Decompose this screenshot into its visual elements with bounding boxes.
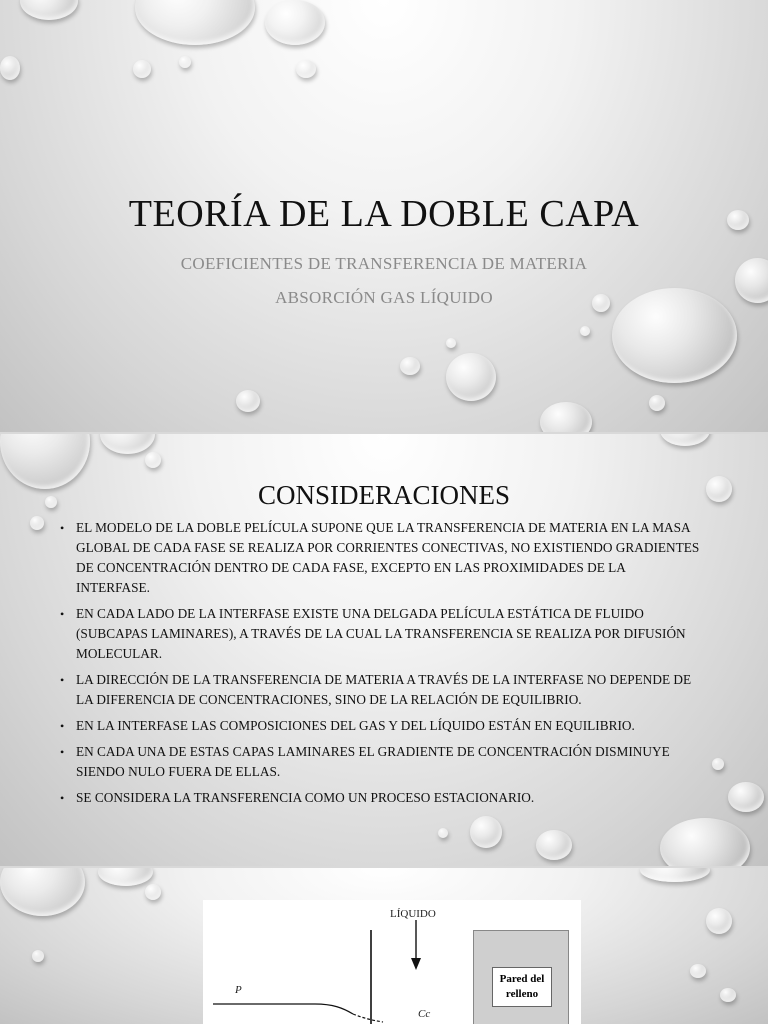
water-drop [728, 782, 764, 812]
water-drop [32, 950, 44, 962]
water-drop [296, 60, 316, 78]
water-drop [30, 516, 44, 530]
water-drop [0, 56, 20, 80]
water-drop [536, 830, 572, 860]
water-drop [580, 326, 590, 336]
water-drop [720, 988, 736, 1002]
interface-profile-dashed [353, 1014, 383, 1022]
water-drop [470, 816, 502, 848]
list-item: • EN LA INTERFASE LAS COMPOSICIONES DEL GAS Y DEL LÍQUIDO ESTÁN EN EQUILIBRIO. [60, 716, 700, 736]
list-item: • EL MODELO DE LA DOBLE PELÍCULA SUPONE QUE LA TRANSFERENCIA DE MATERIA EN LA MASA GLOBAL DE CADA FASE SE REALIZA POR CORRIENTES CONECTIVAS, NO EXISTIENDO GRADIENTES DE CONCENTRACIÓN DENTRO DE CADA FASE, EXCEPTO EN LAS PROXIMIDADES DE LA INTERFASE. [60, 518, 700, 598]
slide-subtitle-secondary: ABSORCIÓN GAS LÍQUIDO [275, 288, 493, 307]
water-drop [649, 395, 665, 411]
diagram-slide [0, 868, 768, 1024]
water-drop [236, 390, 260, 412]
considerations-list [60, 518, 700, 814]
water-drop [446, 338, 456, 348]
water-drop [265, 0, 325, 45]
packing-wall-label: Pared del relleno [492, 967, 552, 1007]
list-item: • LA DIRECCIÓN DE LA TRANSFERENCIA DE MATERIA A TRAVÉS DE LA INTERFASE NO DEPENDE DE LA DIFERENCIA DE CONCENTRACIONES, SINO DE LA RELACIÓN DE EQUILIBRIO. [60, 670, 700, 710]
considerations-slide [0, 434, 768, 866]
water-drop [438, 828, 448, 838]
water-drop [400, 357, 420, 375]
water-drop [706, 908, 732, 934]
water-drop [145, 452, 161, 468]
slide-title: TEORÍA DE LA DOBLE CAPA [128, 193, 640, 235]
water-drop [145, 884, 161, 900]
title-slide [0, 0, 768, 432]
list-item: • EN CADA LADO DE LA INTERFASE EXISTE UNA DELGADA PELÍCULA ESTÁTICA DE FLUIDO (SUBCAPAS LAMINARES), A TRAVÉS DE LA CUAL LA TRANSFERENCIA SE REALIZA POR DIFUSIÓN MOLECULAR. [60, 604, 700, 664]
slide-title: CONSIDERACIONES [257, 480, 511, 510]
slide-subtitle: COEFICIENTES DE TRANSFERENCIA DE MATERIA [180, 254, 588, 273]
water-drop [690, 964, 706, 978]
list-item: • SE CONSIDERA LA TRANSFERENCIA COMO UN PROCESO ESTACIONARIO. [60, 788, 700, 808]
list-item: • EN CADA UNA DE ESTAS CAPAS LAMINARES EL GRADIENTE DE CONCENTRACIÓN DISMINUYE SIENDO NULO FUERA DE ELLAS. [60, 742, 700, 782]
water-drop [133, 60, 151, 78]
gas-profile-line [213, 1004, 353, 1014]
water-drop [179, 56, 191, 68]
liquid-label: LÍQUIDO [390, 908, 436, 920]
packing-wall [473, 930, 569, 1024]
two-film-diagram [203, 900, 581, 1024]
water-drop [446, 353, 496, 401]
water-drop [712, 758, 724, 770]
concentration-label: Cc [418, 1008, 431, 1020]
liquid-arrow-head [411, 958, 421, 970]
pressure-label: P [235, 984, 242, 996]
